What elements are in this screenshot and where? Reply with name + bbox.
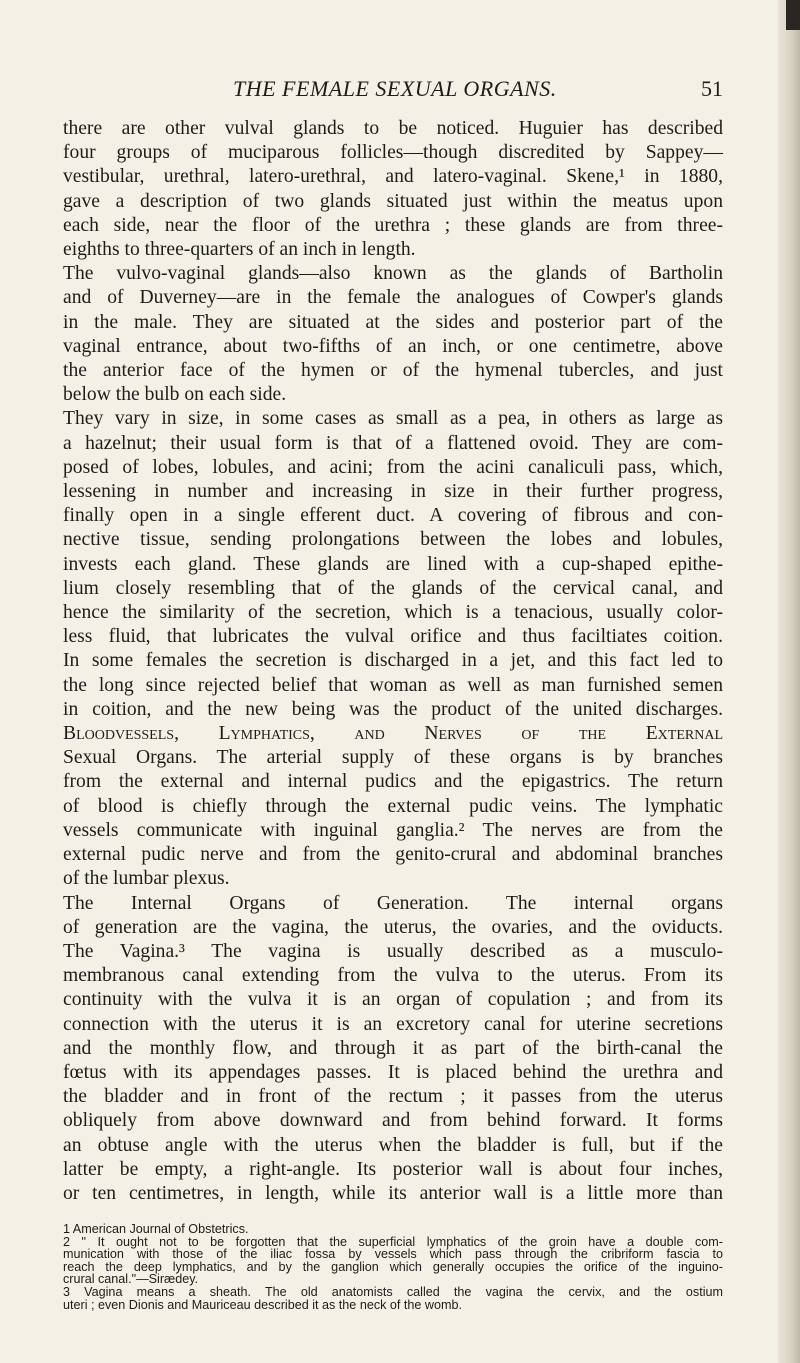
- text-line: four groups of muciparous follicles—though discredited by Sappey—: [63, 142, 723, 164]
- text-line: there are other vulval glands to be noticed. Huguier has described: [63, 118, 723, 139]
- text-line: continuity with the vulva it is an organ of copulation ; and from its: [63, 989, 723, 1011]
- text-line: or ten centimetres, in length, while its anterior wall is a little more than: [63, 1182, 723, 1204]
- page-edge-dark-corner: [786, 0, 800, 30]
- text-line: vaginal entrance, about two-fifths of an inch, or one centimetre, above: [63, 335, 723, 357]
- text-line: nective tissue, sending prolongations between the lobes and lobules,: [63, 529, 723, 551]
- page-header: [233, 76, 723, 106]
- text-line: and the monthly flow, and through it as part of the birth-canal the: [63, 1037, 723, 1059]
- text-line: of the lumbar plexus.: [63, 868, 230, 890]
- text-line: an obtuse angle with the uterus when the bladder is full, but if the: [63, 1134, 723, 1156]
- text-line: a hazelnut; their usual form is that of a flattened ovoid. They are com-: [63, 432, 723, 454]
- text-line: finally open in a single efferent duct. A covering of fibrous and con-: [63, 505, 723, 527]
- text-line: eighths to three-quarters of an inch in length.: [63, 239, 416, 261]
- text-line: less fluid, that lubricates the vulval orifice and thus faciltiates coition.: [63, 626, 723, 648]
- footnote-line: 1 American Journal of Obstetrics.: [63, 1222, 249, 1236]
- text-line: hence the similarity of the secretion, which is a tenacious, usually color-: [63, 602, 723, 624]
- text-line: the anterior face of the hymen or of the hymenal tubercles, and just: [63, 360, 723, 382]
- text-line: The Internal Organs of Generation. The internal organs: [63, 892, 723, 914]
- text-line: each side, near the floor of the urethra ; these glands are from three-: [63, 214, 723, 236]
- text-line: They vary in size, in some cases as small as a pea, in others as large as: [63, 408, 723, 430]
- text-line: below the bulb on each side.: [63, 384, 287, 406]
- text-line: invests each gland. These glands are lined with a cup-shaped epithe-: [63, 553, 723, 575]
- text-line: Sexual Organs. The arterial supply of these organs is by branches: [63, 747, 723, 769]
- text-line: vestibular, urethral, latero-urethral, and latero-vaginal. Skene,¹ in 1880,: [63, 166, 723, 188]
- text-line: gave a description of two glands situated just within the meatus upon: [63, 190, 723, 212]
- page-edge: [778, 0, 800, 1363]
- text-line: in the male. They are situated at the sides and posterior part of the: [63, 311, 723, 333]
- section-heading: Bloodvessels, Lymphatics, and Nerves of the External: [63, 723, 723, 745]
- running-head: THE FEMALE SEXUAL ORGANS.: [233, 76, 557, 101]
- text-line: latter be empty, a right-angle. Its posterior wall is about four inches,: [63, 1158, 723, 1180]
- footnote-line: crural canal."—Sirædey.: [63, 1272, 199, 1287]
- text-line: the long since rejected belief that woman as well as man furnished semen: [63, 674, 723, 696]
- text-line: The vulvo-vaginal glands—also known as the glands of Bartholin: [63, 263, 723, 285]
- footnote-line: reach the deep lymphatics, and by the ganglion which generally occupies the orifice of the inguino-: [63, 1259, 723, 1274]
- text-line: lium closely resembling that of the glands of the cervical canal, and: [63, 577, 723, 599]
- text-line: membranous canal extending from the vulva to the uterus. From its: [63, 965, 723, 987]
- text-line: the bladder and in front of the rectum ; it passes from the uterus: [63, 1086, 723, 1108]
- text-line: external pudic nerve and from the genito-crural and abdominal branches: [63, 844, 723, 866]
- text-line: in coition, and the new being was the product of the united discharges.: [63, 698, 723, 720]
- text-line: of blood is chiefly through the external pudic veins. The lymphatic: [63, 795, 723, 817]
- text-line: from the external and internal pudics and the epigastrics. The return: [63, 771, 723, 793]
- text-line: posed of lobes, lobules, and acini; from the acini canaliculi pass, which,: [63, 456, 723, 478]
- footnote-line: munication with those of the iliac fossa by vessels which pass through the cribriform fascia to: [63, 1247, 723, 1262]
- text-line: In some females the secretion is discharged in a jet, and this fact led to: [63, 650, 723, 672]
- footnote-line: 2 " It ought not to be forgotten that the superficial lymphatics of the groin have a double com-: [63, 1234, 723, 1249]
- text-line: of generation are the vagina, the uterus, the ovaries, and the oviducts.: [63, 916, 723, 938]
- footnote-line: 3 Vagina means a sheath. The old anatomists called the vagina the cervix, and the ostium: [63, 1284, 723, 1299]
- text-line: and of Duverney—are in the female the analogues of Cowper's glands: [63, 287, 723, 309]
- text-line: vessels communicate with inguinal ganglia.² The nerves are from the: [63, 819, 723, 841]
- body-text: [63, 117, 723, 1206]
- text-line: obliquely from above downward and from behind forward. It forms: [63, 1110, 723, 1132]
- footnote-line: uteri ; even Dionis and Mauriceau described it as the neck of the womb.: [63, 1297, 463, 1312]
- text-line: lessening in number and increasing in size in their further progress,: [63, 481, 723, 503]
- text-line: connection with the uterus it is an excretory canal for uterine secretions: [63, 1013, 723, 1035]
- page-number: 51: [701, 76, 723, 101]
- text-line: The Vagina.³ The vagina is usually described as a musculo-: [63, 940, 723, 962]
- footnotes: [63, 1223, 723, 1311]
- text-line: fœtus with its appendages passes. It is placed behind the urethra and: [63, 1061, 723, 1083]
